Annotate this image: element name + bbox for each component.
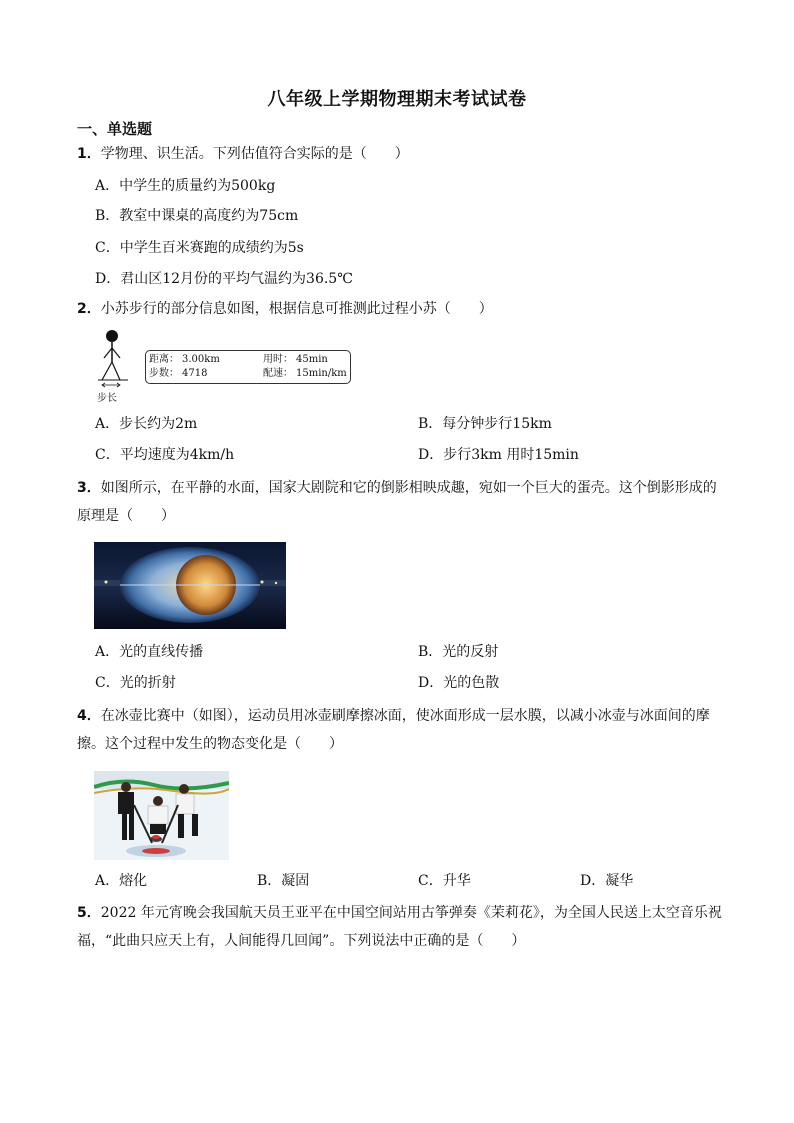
- option-2d: D．步行3km 用时15min: [418, 447, 579, 463]
- pace-value: 15min/km: [296, 368, 347, 379]
- question-number: 4．: [77, 708, 101, 724]
- walking-person-figure: [92, 328, 132, 390]
- curling-photo: [94, 771, 229, 860]
- question-stem-line2: 原理是（ ）: [77, 508, 175, 524]
- question-stem: 小苏步行的部分信息如图，根据信息可推测此过程小苏（ ）: [100, 301, 493, 317]
- option-2c: C．平均速度为4km/h: [95, 447, 235, 463]
- option-4d: D．凝华: [580, 873, 634, 889]
- step-length-label: 步长: [97, 393, 117, 404]
- option-4a: A．熔化: [95, 873, 148, 889]
- option-4b: B．凝固: [257, 873, 310, 889]
- question-stem-line1: 2022 年元宵晚会我国航天员王亚平在中国空间站用古筝弹奏《茉莉花》，为全国人民送上太空音乐祝: [100, 905, 722, 921]
- question-number: 2．: [77, 301, 101, 317]
- pace-label: 配速：: [263, 368, 293, 379]
- option-3d: D．光的色散: [418, 675, 500, 691]
- option-1a: A．中学生的质量约为500kg: [95, 178, 276, 194]
- time-label: 用时：: [263, 354, 293, 365]
- national-theater-photo: [94, 542, 286, 629]
- section-heading: 一、单选题: [77, 120, 153, 138]
- distance-value: 3.00km: [182, 354, 220, 365]
- option-1b: B．教室中课桌的高度约为75cm: [95, 208, 299, 224]
- question-1: [77, 140, 727, 168]
- walking-stats-box: [145, 350, 351, 384]
- distance-label: 距离：: [149, 354, 179, 365]
- option-1c: C．中学生百米赛跑的成绩约为5s: [95, 240, 304, 256]
- question-5: [77, 899, 727, 955]
- question-stem-line1: 如图所示，在平静的水面，国家大剧院和它的倒影相映成趣，宛如一个巨大的蛋壳。这个倒影形成的: [100, 480, 717, 496]
- option-1d: D．君山区12月份的平均气温约为36.5℃: [95, 271, 353, 287]
- option-3c: C．光的折射: [95, 675, 176, 691]
- option-2a: A．步长约为2m: [95, 416, 198, 432]
- steps-label: 步数：: [149, 368, 179, 379]
- question-stem-line2: 擦。这个过程中发生的物态变化是（ ）: [77, 736, 343, 752]
- question-number: 3．: [77, 480, 101, 496]
- question-3: [77, 474, 727, 530]
- question-stem-line1: 在冰壶比赛中（如图），运动员用冰壶刷摩擦冰面，使冰面形成一层水膜，以减小冰壶与冰面间的摩: [100, 708, 710, 724]
- question-stem-line2: 福，“此曲只应天上有，人间能得几回闻”。下列说法中正确的是（ ）: [77, 933, 526, 949]
- question-4: [77, 702, 727, 758]
- question-2: [77, 295, 727, 323]
- question-number: 1．: [77, 146, 101, 162]
- option-4c: C．升华: [418, 873, 471, 889]
- page-title: 八年级上学期物理期末考试试卷: [267, 89, 527, 110]
- time-value: 45min: [296, 354, 328, 365]
- option-2b: B．每分钟步行15km: [418, 416, 552, 432]
- question-number: 5．: [77, 905, 101, 921]
- option-3a: A．光的直线传播: [95, 644, 204, 660]
- option-3b: B．光的反射: [418, 644, 499, 660]
- question-stem: 学物理、识生活。下列估值符合实际的是（ ）: [100, 146, 409, 162]
- steps-value: 4718: [182, 368, 208, 379]
